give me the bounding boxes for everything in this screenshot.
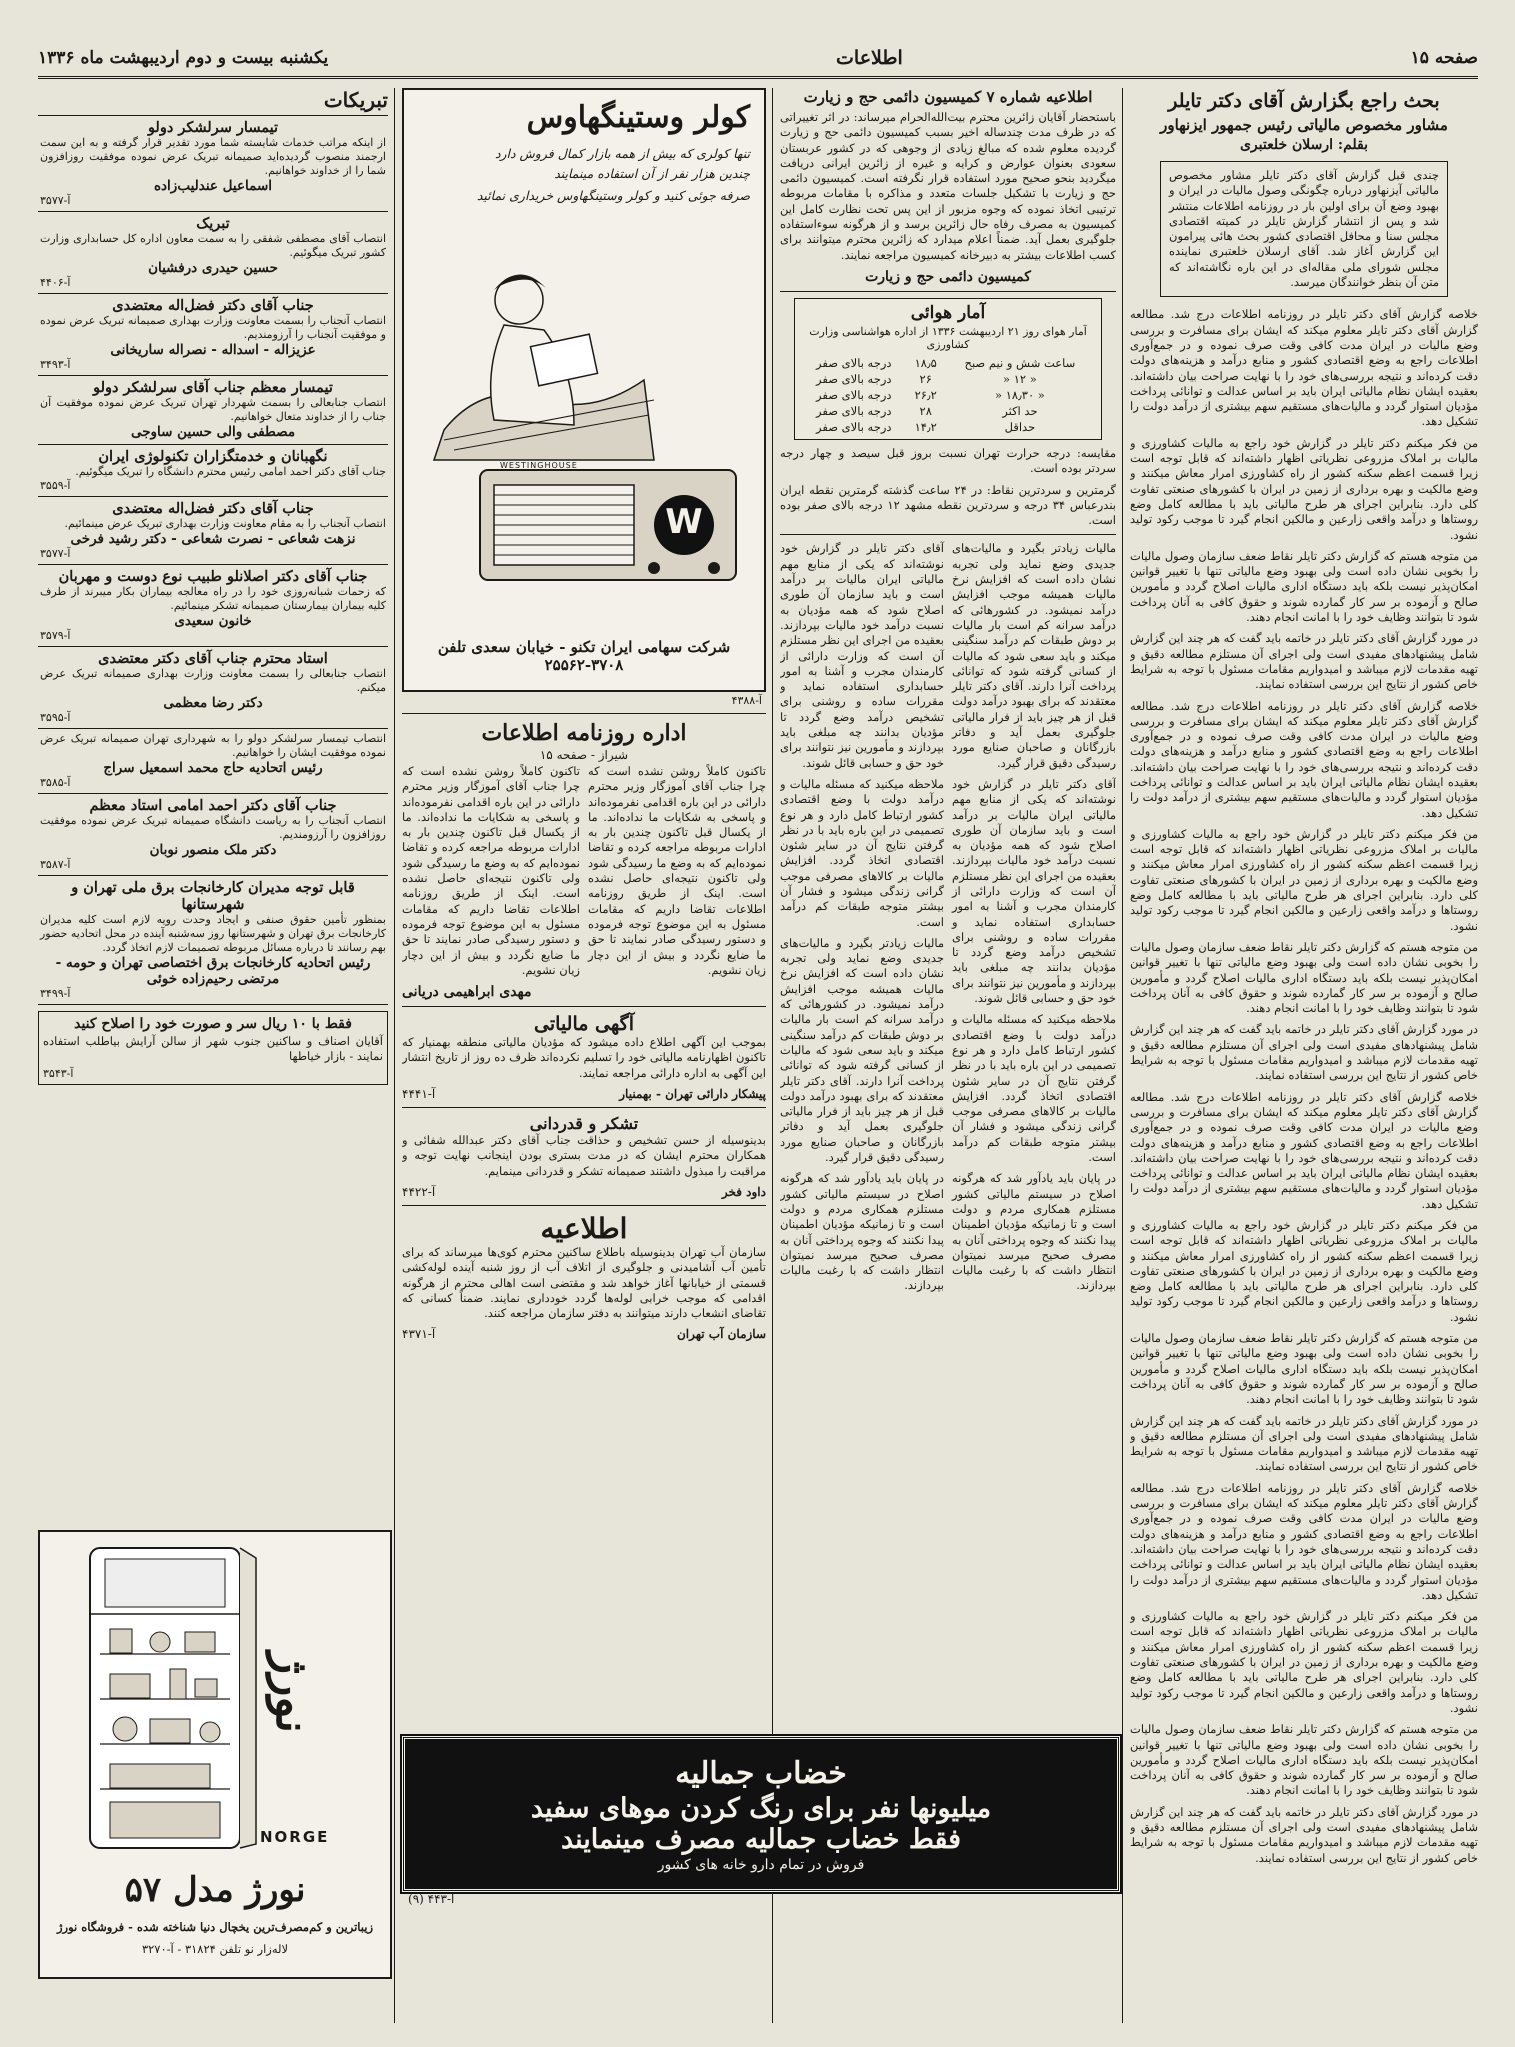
congrats-item-sign: رئیس اتحادیه حاج محمد اسمعیل سراج [103,760,323,776]
weather-cell: حداقل [1004,419,1036,434]
weather-cell: ۲۶٫۲ [914,387,937,402]
congrats-item [38,647,388,729]
congrats-item-title: تبریک [196,215,230,232]
newspaper-page [38,40,1478,2025]
barber-body: آقایان اصناف و ساکنین جنوب شهر از سالن آرایش بیاطلب استفاده نمایند - بازار خیاطها [43,1034,383,1064]
article-paragraph: من فکر میکنم دکتر تایلر در گزارش خود راجع به مالیات کشاورزی و مالیات بر املاک مزروعی نظریاتی اظهار داشته‌اند که قابل توجه است زیرا قسمت اعظم سکنه کشور از راه کشاورزی امرار معاش میکنند و وضع مالکیت و بهره برداری از زمین در ایران با کشورهای صنعتی تفاوت کلی دارد. بنابراین اجرای هر طرح مالیاتی باید با مطالعه کامل وضع روستاها و درآمد واقعی زارعین و مالکین انجام گیرد تا موجب رکود تولید نشود. [1130,826,1478,933]
intro-box [1160,161,1448,297]
congrats-item-title: جناب آقای دکتر احمد امامی استاد معظم [89,797,337,814]
congrats-item-body: انتصاب آقای مصطفی شفقی را به سمت معاون اداره کل حسابداری وزارت کشور تبریک میگوئیم. [40,232,386,259]
weather-row [801,371,1095,387]
weather-row [801,387,1095,403]
congrats-item-body: جناب آقای دکتر احمد امامی رئیس محترم دانشگاه را تبریک میگوئیم. [75,465,386,478]
congrats-item-body: انتصاب جنابعالی را بسمت معاونت وزارت بهداری صمیمانه تبریک عرض میکنم. [40,667,386,694]
tax-sign: پیشکار دارائی تهران - بهمنیار [619,1087,766,1102]
congrats-item-body: که زحمات شبانه‌روزی خود را در راه معالجه بیماران بکار میبرند از طرف کلیه بیماران بیمارستان صمیمانه تشکر مینمائیم. [40,585,386,612]
congrats-item-body: از اینکه مراتب خدمات شایسته شما مورد تقدیر قرار گرفته و به این سمت ارجمند منصوب گردیده‌اید صمیمانه تبریک عرض نموده موفقیت روزافزون شما را از خداوند خواهانیم. [40,136,386,177]
hajj-notice-body: باستحضار آقایان زائرین محترم بیت‌الله‌الحرام میرساند: در اثر تغییراتی که در ظرف مدت چندساله اخیر بسبب کمیسیون دائمی حج و زیارت گردیده معلوم شده که مبالغ زیادی از وجوهی که در کشور عربستان سعودی بعنوان عوارض و کرایه و غیره از زائرین ایرانی دریافت میگردید بنحو صحیح مورد استفاده قرار نگرفته است. کمیسیون دائمی حج و زیارت با تشکیل جلسات متعدد و مذاکره با مقامات مربوطه ترتیبی اتخاذ نموده که وجوه مزبور از این پس تحت نظارت کامل این کمیسیون به مصرف رفاه حال زائرین برسد و از هرگونه سوءاستفاده جلوگیری بعمل آید. ضمناً اعلام میدارد که زائرین محترم میتوانند برای کسب اطلاعات بیشتر به دبیرخانه کمیسیون مراجعه نمایند. [780,110,1116,262]
column-rule [394,88,395,2023]
reading-woman-illustration [424,230,664,470]
norge-model: نورژ مدل ۵۷ [124,1870,306,1910]
congrats-item-code: آ-۳۵۷۹ [40,629,71,642]
date-line: یکشنبه بیست و دوم اردیبهشت ماه ۱۳۳۶ [38,48,329,68]
weather-cell: « ۱۲ « [1003,371,1037,386]
congrats-item-body: انتصاب جنابعالی را بسمت شهردار تهران تبریک عرض نموده موفقیت آن جناب را از خداوند متعال خواهانیم. [40,396,386,423]
thanks-title: تشکر و قدردانی [529,1114,639,1134]
page-label: صفحه ۱۵ [1410,48,1478,68]
westinghouse-company: شرکت سهامی ایران تکنو - خیابان سعدی تلفن ۳۷۰۸-۲۵۵۶۲ [437,638,731,674]
tax-code: آ-۴۴۴۱ [402,1087,436,1102]
article-paragraph: من فکر میکنم دکتر تایلر در گزارش خود راجع به مالیات کشاورزی و مالیات بر املاک مزروعی نظریاتی اظهار داشته‌اند که قابل توجه است زیرا قسمت اعظم سکنه کشور از راه کشاورزی امرار معاش میکنند و وضع مالکیت و بهره برداری از زمین در ایران با کشورهای صنعتی تفاوت کلی دارد. بنابراین اجرای هر طرح مالیاتی باید با مطالعه کامل وضع روستاها و درآمد واقعی زارعین و مالکین انجام گیرد تا موجب رکود تولید نشود. [1130,1218,1478,1324]
congrats-item-sign: مصطفی والی حسین ساوجی [130,424,296,440]
westinghouse-code: آ-۴۳۸۸ [731,694,762,707]
article-paragraph: در مورد گزارش آقای دکتر تایلر در خاتمه باید گفت که هر چند این گزارش شامل پیشنهادهای مفیدی است ولی اجرای آن مستلزم مطالعه دقیق و تهیه مقدمات لازم میباشد و امیدواریم مقامات مسئول با توجه به شرایط خاص کشور از نتایج این بررسی استفاده نمایند. [1130,1022,1478,1083]
office-title: اداره روزنامه اطلاعات [481,720,687,746]
congrats-item-code: آ-۳۵۹۵ [40,711,71,724]
continuation-paragraph: در پایان باید یادآور شد که هرگونه اصلاح در سیستم مالیاتی کشور مستلزم همکاری مردم و دولت است و تا زمانیکه مؤدیان اطمینان پیدا نکنند که وجوه پرداختی آنان به مصرف صحیح میرسد نمیتوان انتظار داشت که با رغبت مالیات بپردازند. [780,1171,944,1293]
hair-dye-ad [402,1736,1120,1892]
continuation-paragraph: آقای دکتر تایلر در گزارش خود نوشته‌اند که یکی از منابع مهم مالیاتی ایران مالیات بر درآمد است و باید سازمان آن طوری اصلاح شود که همه مؤدیان به نسبت درآمد خود مالیات بپردازند. بعقیده من اجرای این نظر مستلزم آن است که وزارت دارائی از کارمندان مجرب و آشنا به امور حسابداری استفاده نماید و مقررات ساده و روشنی برای تشخیص درآمد وضع گردد تا مؤدیان بدانند چه مبلغی باید بپردازند و مأمورین نیز نتوانند برای خود حق و حسابی قائل شوند. [780,541,944,770]
congrats-item-title: تیمسار معظم جناب آقای سرلشکر دولو [93,379,333,396]
announcement-title: اطلاعیه [540,1211,628,1245]
weather-stats [794,298,1102,440]
office-sign: مهدی ابراهیمی دریانی [402,984,532,1001]
continuation-paragraph: مالیات زیادتر بگیرد و مالیات‌های جدیدی وضع نماید ولی تجربه نشان داده است که افزایش نرخ مالیات همیشه موجب افزایش درآمد نمیشود. در کشورهائی که درآمد سرانه کم است بار مالیات بر دوش طبقات کم درآمد سنگینی میکند و باید سعی شود که مالیات از کسانی گرفته شود که توانائی پرداخت آنرا دارند. آقای دکتر تایلر معتقدند که برای بهبود درآمد دولت قبل از هر چیز باید از فرار مالیاتی جلوگیری بعمل آید و دفاتر بازرگانان و صاحبان صنایع مورد رسیدگی دقیق قرار گیرد. [952,541,1116,770]
weather-row [801,403,1095,419]
weather-cell: ۱۸٫۵ [914,355,937,370]
congrats-item-sign: عزیزاله - اسداله - نصراله ساریخانی [110,342,316,358]
westinghouse-line1: تنها کولری که بیش از همه بازار کمال فروش دارد [494,146,750,161]
announcement-body: سازمان آب تهران بدینوسیله باطلاع ساکنین محترم کوی‌ها میرساند که برای تأمین آب آشامیدنی و جلوگیری از اتلاف آب از روز شنبه آینده لوله‌کشی قسمتی از خیابانها آغاز خواهد شد و مقتضی است اهالی محترم از هرگونه اقدامی که موجب خرابی لوله‌ها گردد خودداری نمایند. ضمناً کسانی که تقاضای انشعاب دارند میتوانند به دفتر سازمان مراجعه کنند. [402,1244,766,1321]
hair-dye-line1: میلیونها نفر برای رنگ کردن موهای سفید [530,1792,992,1824]
hair-dye-title: خضاب جمالیه [675,1755,847,1791]
office-to: شیراز - صفحه ۱۵ [539,748,629,762]
congrats-item [38,116,388,212]
weather-cell: ۲۸ [919,403,932,418]
article-continuation [780,541,1116,1299]
continuation-paragraph: ملاحظه میکنید که مسئله مالیات و درآمد دولت با وضع اقتصادی کشور ارتباط کامل دارد و هر نوع تصمیمی در این باره باید با در نظر گرفتن نتایج آن در سایر شئون اقتصادی اتخاذ گردد. افزایش مالیات بر کالاهای مصرفی موجب گرانی زندگی میشود و فشار آن بیشتر متوجه طبقات کم درآمد است. [952,1012,1116,1165]
weather-cell: درجه بالای صفر [816,355,892,370]
barber-ad [38,1011,388,1085]
weather-cell: ۲۶ [919,371,932,386]
westinghouse-logo: W [665,502,703,542]
article-byline: بقلم: ارسلان خلعتبری [1239,137,1369,153]
office-body: تاکنون کاملاً روشن نشده است که چرا جناب آقای آموزگار وزیر محترم دارائی در این باره اقدامی نفرموده‌اند و پاسخی به شکایات ما نداده‌اند. ما از یکسال قبل تاکنون چندین بار به ادارات مربوطه مراجعه کرده و تقاضا نموده‌ایم که به وضع ما رسیدگی شود ولی تاکنون نتیجه‌ای حاصل نشده است. اینک از طریق روزنامه اطلاعات تقاضا داریم که مقامات مسئول به این موضوع توجه فرموده و دستور رسیدگی صادر نمایند تا حق ما ضایع نگردد و بیش از این دچار زیان نشویم. [402,764,580,977]
office-body: تاکنون کاملاً روشن نشده است که چرا جناب آقای آموزگار وزیر محترم دارائی در این باره اقدامی نفرموده‌اند و پاسخی به شکایات ما نداده‌اند. ما از یکسال قبل تاکنون چندین بار به ادارات مربوطه مراجعه کرده و تقاضا نموده‌ایم که به وضع ما رسیدگی شود ولی تاکنون نتیجه‌ای حاصل نشده است. اینک از طریق روزنامه اطلاعات تقاضا داریم که مقامات مسئول به این موضوع توجه فرموده و دستور رسیدگی صادر نمایند تا حق ما ضایع نگردد و بیش از این دچار زیان نشویم. [588,764,766,977]
norge-address: لاله‌زار نو تلفن ۳۱۸۲۴ - آ-۳۲۷۰ [141,1942,289,1956]
congrats-item-sign: دکتر رضا معظمی [163,695,263,711]
congrats-item-title: تیمسار سرلشکر دولو [147,119,279,136]
article-title: بحث راجع بگزارش آقای دکتر تایلر [1168,90,1440,112]
congrats-item-code: آ-۴۴۰۶ [40,276,71,289]
congrats-item-sign: اسماعیل عندلیب‌زاده [153,178,273,194]
weather-table [801,355,1095,435]
refrigerator-illustration [80,1544,260,1864]
congrats-item [38,794,388,876]
article-paragraph: خلاصه گزارش آقای دکتر تایلر در روزنامه اطلاعات درج شد. مطالعه گزارش آقای دکتر تایلر معلوم میکند که ایشان برای مسافرت و بررسی وضع مالیات در ایران مدت کافی وقت صرف نموده و در جمع‌آوری اطلاعات راجع به وضع اقتصادی کشور و منابع درآمد و هزینه‌های دولت دقت کرده‌اند و نتیجه بررسی‌های خود را با نهایت صراحت بیان داشته‌اند. بعقیده ایشان نظام مالیاتی ایران باید بر اساس عدالت و توانائی پرداخت مؤدیان استوار گردد و مالیات‌های مستقیم سهم بیشتری از درآمد دولت را تشکیل دهد. [1130,1480,1478,1602]
article-paragraph: خلاصه گزارش آقای دکتر تایلر در روزنامه اطلاعات درج شد. مطالعه گزارش آقای دکتر تایلر معلوم میکند که ایشان برای مسافرت و بررسی وضع مالیات در ایران مدت کافی وقت صرف نموده و در جمع‌آوری اطلاعات راجع به وضع اقتصادی کشور و منابع درآمد و هزینه‌های دولت دقت کرده‌اند و نتیجه بررسی‌های خود را با نهایت صراحت بیان داشته‌اند. بعقیده ایشان نظام مالیاتی ایران باید بر اساس عدالت و توانائی پرداخت مؤدیان استوار گردد و مالیات‌های مستقیم سهم بیشتری از درآمد دولت را تشکیل دهد. [1130,1089,1478,1211]
weather-cell: درجه بالای صفر [816,403,892,418]
congrats-item-code: آ-۳۴۹۳ [40,358,71,371]
congrats-item-body: بمنظور تأمین حقوق صنفی و ایجاد وحدت رویه لازم است کلیه مدیران کارخانجات برق تهران و شهرستانها روز سه‌شنبه آینده در محل اتحادیه حضور بهم رسانند تا درباره مسائل مربوطه تصمیمات لازم اتخاذ گردد. [40,913,386,954]
congrats-item-code: آ-۳۵۸۵ [40,776,71,789]
congrats-item-title: قابل توجه مدیران کارخانجات برق ملی تهران و شهرستانها [71,879,355,913]
column-rule [772,88,773,2023]
paper-name: اطلاعات [836,47,903,69]
congrats-item [38,445,388,497]
weather-hottest: گرمترین و سردترین نقاط: در ۲۴ ساعت گذشته گرمترین نقطه ایران بندرعباس ۳۴ درجه و سردترین نقطه مشهد ۱۲ درجه بالای صفر بوده است. [780,482,1116,528]
article-paragraph: در مورد گزارش آقای دکتر تایلر در خاتمه باید گفت که هر چند این گزارش شامل پیشنهادهای مفیدی است ولی اجرای آن مستلزم مطالعه دقیق و تهیه مقدمات لازم میباشد و امیدواریم مقامات مسئول با توجه به شرایط خاص کشور از نتایج این بررسی استفاده نمایند. [1130,631,1478,692]
hajj-notice-title: اطلاعیه شماره ۷ کمیسیون دائمی حج و زیارت [803,88,1093,106]
continuation-paragraph: مالیات زیادتر بگیرد و مالیات‌های جدیدی وضع نماید ولی تجربه نشان داده است که افزایش نرخ مالیات همیشه موجب افزایش درآمد نمیشود. در کشورهائی که درآمد سرانه کم است بار مالیات بر دوش طبقات کم درآمد سنگینی میکند و باید سعی شود که مالیات از کسانی گرفته شود که توانائی پرداخت آنرا دارند. آقای دکتر تایلر معتقدند که برای بهبود درآمد دولت قبل از هر چیز باید از فرار مالیاتی جلوگیری بعمل آید و دفاتر بازرگانان و صاحبان صنایع مورد رسیدگی دقیق قرار گیرد. [780,935,944,1165]
article-paragraph: من متوجه هستم که گزارش دکتر تایلر نقاط ضعف سازمان وصول مالیات را بخوبی نشان داده است ولی بهبود وضع مالیاتی تنها با تغییر قوانین امکان‌پذیر نیست بلکه باید دستگاه اداری مالیات اصلاح گردد و مأمورین صالح و آزموده بر سر کار گمارده شوند و حقوق کافی به آنان پرداخت شود تا بتوانند وظایف خود را با امانت انجام دهند. [1130,939,1478,1016]
westinghouse-line2: چندین هزار نفر از آن استفاده مینمایند [554,166,750,181]
article-paragraph: من متوجه هستم که گزارش دکتر تایلر نقاط ضعف سازمان وصول مالیات را بخوبی نشان داده است ولی بهبود وضع مالیاتی تنها با تغییر قوانین امکان‌پذیر نیست بلکه باید دستگاه اداری مالیات اصلاح گردد و مأمورین صالح و آزموده بر سر کار گمارده شوند و حقوق کافی به آنان پرداخت شود تا بتوانند وظایف خود را با امانت انجام دهند. [1130,1722,1478,1798]
congrats-item [38,565,388,647]
weather-cell: ساعت شش و نیم صبح [964,355,1076,370]
norge-latin: NORGE [260,1828,330,1846]
congrats-item [38,497,388,565]
continuation-paragraph: ملاحظه میکنید که مسئله مالیات و درآمد دولت با وضع اقتصادی کشور ارتباط کامل دارد و هر نوع تصمیمی در این باره باید با در نظر گرفتن نتایج آن در سایر شئون اقتصادی اتخاذ گردد. افزایش مالیات بر کالاهای مصرفی موجب گرانی زندگی میشود و فشار آن بیشتر متوجه طبقات کم درآمد است. [780,776,944,929]
column-rule [1122,88,1123,2023]
weather-title: آمار هوائی [910,302,986,323]
congrats-item-title: جناب آقای دکتر اصلانلو طبیب نوع دوست و مهربان [58,568,368,585]
weather-compare: مقایسه: درجه حرارت تهران نسبت بروز قبل سیصد و چهار درجه سردتر بوده است. [780,445,1116,476]
article-paragraph: خلاصه گزارش آقای دکتر تایلر در روزنامه اطلاعات درج شد. مطالعه گزارش آقای دکتر تایلر معلوم میکند که ایشان برای مسافرت و بررسی وضع مالیات در ایران مدت کافی وقت صرف نموده و در جمع‌آوری اطلاعات راجع به وضع اقتصادی کشور و منابع درآمد و هزینه‌های دولت دقت کرده‌اند و نتیجه بررسی‌های خود را با نهایت صراحت بیان داشته‌اند. بعقیده ایشان نظام مالیاتی ایران باید بر اساس عدالت و توانائی پرداخت مؤدیان استوار گردد و مالیات‌های مستقیم سهم بیشتری از درآمد دولت را تشکیل دهد. [1130,307,1478,429]
hair-dye-code: آ-۴۴۳ (۹) [408,1892,455,1906]
congrats-title: تبریکات [38,88,388,116]
announcement-code: آ-۴۳۷۱ [402,1327,436,1342]
congrats-item [38,212,388,294]
congrats-item-code: آ-۳۵۸۷ [40,858,71,871]
notices-column [780,88,1116,2023]
thanks-body: بدینوسیله از حسن تشخیص و حذاقت جناب آقای دکتر عبدالله شفائی و همکاران محترم ایشان که در مدت بستری بودن اینجانب نهایت توجه و مراقبت را مبذول داشتند صمیمانه تشکر و قدردانی مینمایم. [402,1133,766,1178]
weather-intro: آمار هوای روز ۲۱ اردیبهشت ۱۳۳۶ از اداره هواشناسی وزارت کشاورزی [809,324,1087,351]
barber-code: آ-۳۵۴۳ [43,1066,74,1080]
weather-cell: درجه بالای صفر [816,371,892,386]
tax-body: بموجب این آگهی اطلاع داده میشود که مؤدیان مالیاتی منطقه بهمنیار که تاکنون اظهارنامه مالیاتی خود را تسلیم نکرده‌اند ظرف ده روز از تاریخ انتشار این آگهی به اداره دارائی مراجعه نمایند. [402,1035,766,1080]
tax-title: آگهی مالیاتی [534,1013,634,1036]
weather-cell: درجه بالای صفر [816,419,892,434]
article-paragraph: من فکر میکنم دکتر تایلر در گزارش خود راجع به مالیات کشاورزی و مالیات بر املاک مزروعی نظریاتی اظهار داشته‌اند که قابل توجه است زیرا قسمت اعظم سکنه کشور از راه کشاورزی امرار معاش میکنند و وضع مالکیت و بهره برداری از زمین در ایران با کشورهای صنعتی تفاوت کلی دارد. بنابراین اجرای هر طرح مالیاتی باید با مطالعه کامل وضع روستاها و درآمد واقعی زارعین و مالکین انجام گیرد تا موجب رکود تولید نشود. [1130,1609,1478,1715]
article-paragraph: من فکر میکنم دکتر تایلر در گزارش خود راجع به مالیات کشاورزی و مالیات بر املاک مزروعی نظریاتی اظهار داشته‌اند که قابل توجه است زیرا قسمت اعظم سکنه کشور از راه کشاورزی امرار معاش میکنند و وضع مالکیت و بهره برداری از زمین در ایران با کشورهای صنعتی تفاوت کلی دارد. بنابراین اجرای هر طرح مالیاتی باید با مطالعه کامل وضع روستاها و درآمد واقعی زارعین و مالکین انجام گیرد تا موجب رکود تولید نشود. [1130,435,1478,542]
weather-cell: حد اکثر [1002,403,1038,418]
congrats-list [38,116,388,1005]
taylor-article [1130,88,1478,2023]
norge-ad [38,1530,392,1979]
barber-title: فقط با ۱۰ ریال سر و صورت خود را اصلاح کنید [74,1016,352,1032]
congrats-item-sign: دکتر ملک منصور نوبان [149,842,277,858]
hair-dye-line3: فروش در تمام دارو خانه های کشور [657,1856,865,1873]
congrats-item-sign: حسین حیدری درفشیان [148,260,278,276]
congrats-item [38,294,388,376]
congrats-item-code: آ-۳۴۹۹ [40,987,71,1000]
congrats-item-body: انتصاب آنجناب را بسمت معاونت وزارت بهداری صمیمانه تبریک عرض نموده و موفقیت آنجناب را آرزومندیم. [40,314,386,341]
congrats-item [38,376,388,445]
norge-tagline: زیباترین و کم‌مصرف‌ترین یخچال دنیا شناخته شده - فروشگاه نورژ [56,1920,374,1934]
congrats-item [38,876,388,1005]
congrats-item-sign: نزهت شعاعی - نصرت شعاعی - دکتر رشید فرخی [70,531,356,547]
congrats-item-code: آ-۳۵۷۷ [40,547,71,560]
middle-column [402,88,766,1728]
thanks-sign: داود فخر [721,1184,766,1199]
thanks-code: آ-۴۴۲۲ [402,1184,436,1199]
article-paragraph: من متوجه هستم که گزارش دکتر تایلر نقاط ضعف سازمان وصول مالیات را بخوبی نشان داده است ولی بهبود وضع مالیاتی تنها با تغییر قوانین امکان‌پذیر نیست بلکه باید دستگاه اداری مالیات اصلاح گردد و مأمورین صالح و آزموده بر سر کار گمارده شوند و حقوق کافی به آنان پرداخت شود تا بتوانند وظایف خود را با امانت انجام دهند. [1130,1331,1478,1407]
congrats-item-code: آ-۳۵۷۷ [40,194,71,207]
weather-row [801,355,1095,371]
hajj-notice-sign: کمیسیون دائمی حج و زیارت [865,268,1031,285]
announcement-sign: سازمان آب تهران [676,1327,766,1342]
congrats-item-body: انتصاب آنجناب را به ریاست دانشگاه صمیمانه تبریک عرض نموده موفقیت روزافزون را آرزومندیم. [40,814,386,841]
article-paragraph: من متوجه هستم که گزارش دکتر تایلر نقاط ضعف سازمان وصول مالیات را بخوبی نشان داده است ولی بهبود وضع مالیاتی تنها با تغییر قوانین امکان‌پذیر نیست بلکه باید دستگاه اداری مالیات اصلاح گردد و مأمورین صالح و آزموده بر سر کار گمارده شوند و حقوق کافی به آنان پرداخت شود تا بتوانند وظایف خود را با امانت انجام دهند. [1130,548,1478,625]
intro-text: چندی قبل گزارش آقای دکتر تایلر مشاور مخصوص مالیاتی آیزنهاور درباره چگونگی وصول مالیات در ایران و بهبود وضع آن برای اولین بار در روزنامه اطلاعات منتشر شد و پس از انتشار گزارش تایلر در کمیته اقتصادی مجلس سنا و محافل اقتصادی کشور بحث هائی پیرامون این گزارش آغاز شد. آقای ارسلان خلعتبری نماینده مجلس شورای ملی مقاله‌ای در این باره نگاشته‌اند که متن آن بنظر خوانندگان میرسد. [1169,168,1439,290]
westinghouse-line3: صرفه جوئی کنید و کولر وستینگهاوس خریداری نمائید [476,188,750,203]
norge-brand-vertical: نورژ [266,1652,320,1733]
continuation-paragraph: در پایان باید یادآور شد که هرگونه اصلاح در سیستم مالیاتی کشور مستلزم همکاری مردم و دولت است و تا زمانیکه مؤدیان اطمینان پیدا نکنند که وجوه پرداختی آنان به مصرف صحیح میرسد نمیتوان انتظار داشت که با رغبت مالیات بپردازند. [952,1171,1116,1293]
weather-cell: درجه بالای صفر [816,387,892,402]
westinghouse-ad [402,88,766,692]
congrats-item [38,729,388,794]
congrats-item-code: آ-۳۵۵۹ [40,479,71,492]
article-paragraph: خلاصه گزارش آقای دکتر تایلر در روزنامه اطلاعات درج شد. مطالعه گزارش آقای دکتر تایلر معلوم میکند که ایشان برای مسافرت و بررسی وضع مالیات در ایران مدت کافی وقت صرف نموده و در جمع‌آوری اطلاعات راجع به وضع اقتصادی کشور و منابع درآمد و هزینه‌های دولت دقت کرده‌اند و نتیجه بررسی‌های خود را با نهایت صراحت بیان داشته‌اند. بعقیده ایشان نظام مالیاتی ایران باید بر اساس عدالت و توانائی پرداخت مؤدیان استوار گردد و مالیات‌های مستقیم سهم بیشتری از درآمد دولت را تشکیل دهد. [1130,698,1478,820]
congrats-item-title: نگهبانان و خدمتگزاران تکنولوژی ایران [98,448,328,465]
weather-cell: ۱۴٫۲ [914,419,937,434]
page-header [38,40,1478,79]
congrats-item-body: انتصاب آنجناب را به مقام معاونت وزارت بهداری تبریک عرض مینمائیم. [64,517,386,530]
weather-row [801,419,1095,435]
congrats-item-body: انتصاب تیمسار سرلشکر دولو را به شهرداری تهران صمیمانه تبریک عرض نموده موفقیت ایشان را خواهانیم. [40,732,386,759]
congrats-item-title: استاد محترم جناب آقای دکتر معتضدی [98,650,328,667]
hair-dye-line2: فقط خضاب جمالیه مصرف مینمایند [560,1823,962,1855]
article-subtitle: مشاور مخصوص مالیاتی رئیس جمهور ایزنهاور [1160,116,1448,134]
congrats-item-sign: خانون سعیدی [174,613,252,629]
weather-cell: « ۱۸٫۳۰ « [994,387,1045,402]
article-paragraph: در مورد گزارش آقای دکتر تایلر در خاتمه باید گفت که هر چند این گزارش شامل پیشنهادهای مفیدی است ولی اجرای آن مستلزم مطالعه دقیق و تهیه مقدمات لازم میباشد و امیدواریم مقامات مسئول با توجه به شرایط خاص کشور از نتایج این بررسی استفاده نمایند. [1130,1413,1478,1474]
continuation-paragraph: آقای دکتر تایلر در گزارش خود نوشته‌اند که یکی از منابع مهم مالیاتی ایران مالیات بر درآمد است و باید سازمان آن طوری اصلاح شود که همه مؤدیان به نسبت درآمد خود مالیات بپردازند. بعقیده من اجرای این نظر مستلزم آن است که وزارت دارائی از کارمندان مجرب و آشنا به امور حسابداری استفاده نماید و مقررات ساده و روشنی برای تشخیص درآمد وضع گردد تا مؤدیان بدانند چه مبلغی باید بپردازند و مأمورین نیز نتوانند برای خود حق و حسابی قائل شوند. [952,776,1116,1006]
congrats-item-title: جناب آقای دکتر فضل‌اله معتضدی [112,500,314,517]
congrats-item-title: جناب آقای دکتر فضل‌اله معتضدی [112,297,314,314]
westinghouse-brand: کولر وستینگهاوس [526,100,750,135]
radio-brand-label: WESTINGHOUSE [500,461,578,470]
congrats-item-sign: رئیس اتحادیه کارخانجات برق اختصاصی تهران و حومه - مرتضی رحیم‌زاده خوئی [55,955,371,987]
article-paragraph: در مورد گزارش آقای دکتر تایلر در خاتمه باید گفت که هر چند این گزارش شامل پیشنهادهای مفیدی است ولی اجرای آن مستلزم مطالعه دقیق و تهیه مقدمات لازم میباشد و امیدواریم مقامات مسئول با توجه به شرایط خاص کشور از نتایج این بررسی استفاده نمایند. [1130,1804,1478,1865]
